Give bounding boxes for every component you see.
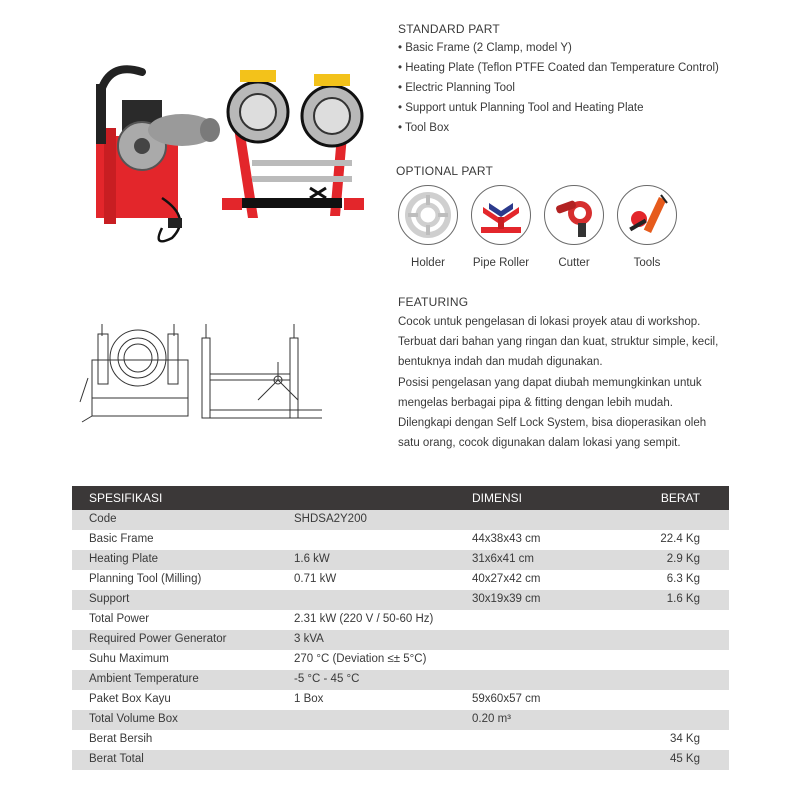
row-value: -5 °C - 45 °C xyxy=(294,673,360,685)
row-dim: 44x38x43 cm xyxy=(472,533,541,545)
optional-part-title: OPTIONAL PART xyxy=(396,164,494,178)
header-berat: BERAT xyxy=(660,491,700,505)
basic-frame-illustration xyxy=(222,70,364,218)
row-label: Required Power Generator xyxy=(89,633,227,645)
table-row xyxy=(72,730,729,750)
row-dim: 0.20 m³ xyxy=(472,713,511,725)
spec-table-header xyxy=(72,486,729,510)
featuring-line: Posisi pengelasan yang dapat diubah memungkinkan untuk xyxy=(398,376,702,389)
row-label: Suhu Maximum xyxy=(89,653,169,665)
header-spesifikasi: SPESIFIKASI xyxy=(89,491,163,505)
row-weight: 1.6 Kg xyxy=(666,593,700,605)
table-row xyxy=(72,550,729,570)
row-label: Code xyxy=(89,513,117,525)
row-weight: 2.9 Kg xyxy=(666,553,700,565)
cutter-icon xyxy=(544,185,604,245)
featuring-line: Cocok untuk pengelasan di lokasi proyek atau di workshop. xyxy=(398,316,701,328)
row-dim: 40x27x42 cm xyxy=(472,573,541,585)
holder-icon xyxy=(398,185,458,245)
row-dim: 31x6x41 cm xyxy=(472,553,535,565)
row-label: Support xyxy=(89,593,130,605)
row-label: Berat Total xyxy=(89,753,144,765)
row-value: 1 Box xyxy=(294,693,324,705)
table-row xyxy=(72,750,729,770)
row-label: Basic Frame xyxy=(89,533,154,545)
row-dim: 59x60x57 cm xyxy=(472,693,541,705)
optional-item-holder xyxy=(393,185,463,269)
featuring-text xyxy=(398,312,718,453)
row-value: 1.6 kW xyxy=(294,553,330,565)
product-photo xyxy=(82,48,382,248)
row-value: 0.71 kW xyxy=(294,573,337,585)
featuring-title: FEATURING xyxy=(398,295,469,309)
table-row xyxy=(72,630,729,650)
table-row xyxy=(72,650,729,670)
standard-part-title: STANDARD PART xyxy=(398,22,500,36)
optional-item-label: Tools xyxy=(633,257,661,269)
row-dim: 30x19x39 cm xyxy=(472,593,541,605)
row-weight: 22.4 Kg xyxy=(660,533,700,545)
featuring-line: mengelas berbagai pipa & fitting dengan lebih mudah. xyxy=(398,396,673,409)
list-item: • Support untuk Planning Tool and Heating Plate xyxy=(398,98,719,118)
row-value: SHDSA2Y200 xyxy=(294,513,367,525)
list-item: • Tool Box xyxy=(398,118,719,138)
list-item: • Heating Plate (Teflon PTFE Coated dan Temperature Control) xyxy=(398,58,719,78)
row-weight: 6.3 Kg xyxy=(666,573,700,585)
header-dimensi: DIMENSI xyxy=(472,491,523,505)
table-row xyxy=(72,590,729,610)
table-row xyxy=(72,670,729,690)
row-label: Ambient Temperature xyxy=(89,673,199,685)
row-label: Heating Plate xyxy=(89,553,159,565)
standard-part-list xyxy=(398,38,719,138)
row-weight: 34 Kg xyxy=(669,733,700,745)
list-item: • Electric Planning Tool xyxy=(398,78,719,98)
optional-item-label: Pipe Roller xyxy=(472,257,530,269)
optional-item-pipe-roller xyxy=(466,185,536,269)
row-label: Paket Box Kayu xyxy=(89,693,171,705)
spec-table xyxy=(72,486,729,770)
row-value: 3 kVA xyxy=(294,633,324,645)
row-label: Total Power xyxy=(89,613,150,625)
table-row xyxy=(72,570,729,590)
planning-tool-illustration xyxy=(96,69,220,241)
pipe-roller-icon xyxy=(471,185,531,245)
row-label: Total Volume Box xyxy=(89,713,178,725)
technical-drawing xyxy=(78,318,334,428)
row-value: 2.31 kW (220 V / 50-60 Hz) xyxy=(294,613,434,625)
table-row xyxy=(72,690,729,710)
table-row xyxy=(72,610,729,630)
table-row xyxy=(72,510,729,530)
row-label: Planning Tool (Milling) xyxy=(89,573,202,585)
row-label: Berat Bersih xyxy=(89,733,153,745)
row-weight: 45 Kg xyxy=(669,753,700,765)
optional-item-cutter xyxy=(539,185,609,269)
optional-item-label: Holder xyxy=(411,257,445,269)
featuring-line: Terbuat dari bahan yang ringan dan kuat, struktur simple, kecil, xyxy=(398,336,719,349)
row-value: 270 °C (Deviation ≤± 5°C) xyxy=(294,653,427,665)
featuring-line: bentuknya indah dan mudah digunakan. xyxy=(398,356,603,369)
table-row xyxy=(72,530,729,550)
table-row xyxy=(72,710,729,730)
featuring-line: Dilengkapi dengan Self Lock System, bisa dioperasikan oleh xyxy=(398,416,707,429)
optional-item-tools xyxy=(612,185,682,269)
list-item: • Basic Frame (2 Clamp, model Y) xyxy=(398,38,719,58)
optional-item-label: Cutter xyxy=(558,257,590,269)
featuring-line: satu orang, cocok digunakan dalam lokasi yang sempit. xyxy=(398,437,681,450)
tools-icon xyxy=(617,185,677,245)
